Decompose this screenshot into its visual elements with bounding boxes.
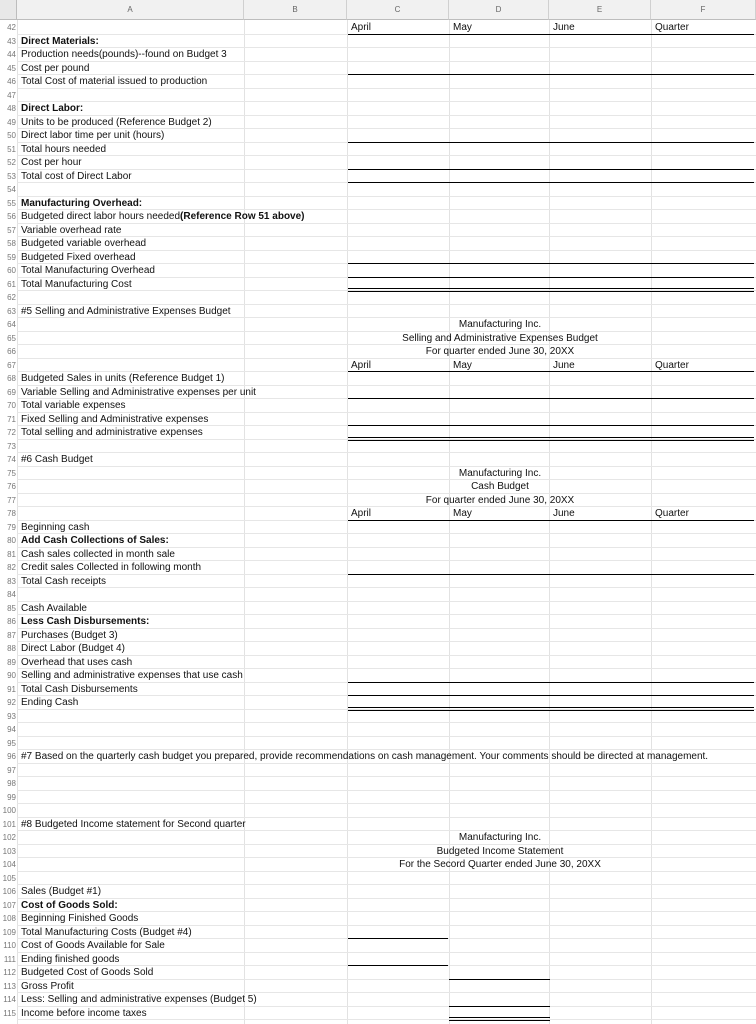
label-cell[interactable]: Cost per hour: [21, 157, 82, 168]
double-underline: [449, 1020, 550, 1021]
select-all-corner[interactable]: [0, 0, 17, 20]
row-number[interactable]: 108: [2, 914, 16, 923]
column-gridline: [549, 20, 550, 1024]
column-heading-c[interactable]: April: [351, 508, 372, 519]
single-underline: [348, 938, 448, 939]
double-underline: [348, 710, 754, 711]
row-number[interactable]: 103: [2, 846, 16, 856]
centered-heading-cell[interactable]: Budgeted Income Statement: [436, 845, 564, 857]
row-number[interactable]: 52: [7, 158, 16, 167]
centered-heading-cell[interactable]: Cash Budget: [471, 481, 529, 492]
row-number[interactable]: 84: [7, 590, 16, 599]
single-underline: [348, 182, 754, 183]
row-number[interactable]: 75: [7, 468, 16, 478]
row-number[interactable]: 102: [2, 833, 16, 842]
label-cell[interactable]: Total Manufacturing Costs (Budget #4): [21, 926, 192, 938]
row-number[interactable]: 60: [7, 266, 16, 275]
column-gridline: [244, 20, 245, 1024]
row-number[interactable]: 59: [7, 252, 16, 262]
row-number[interactable]: 61: [7, 279, 16, 289]
row-number[interactable]: 56: [7, 212, 16, 221]
label-cell[interactable]: Direct labor time per unit (hours): [21, 130, 165, 141]
single-underline: [348, 682, 754, 683]
label-cell[interactable]: Beginning cash: [21, 521, 90, 533]
row-gridline: [17, 101, 756, 102]
row-number[interactable]: 68: [7, 374, 16, 383]
label-cell[interactable]: Cost per pound: [21, 62, 90, 74]
row-number[interactable]: 57: [7, 225, 16, 235]
label-cell[interactable]: Budgeted direct labor hours needed: [21, 211, 181, 222]
row-number[interactable]: 43: [7, 36, 16, 46]
column-gridline: [651, 20, 652, 1024]
column-heading-e[interactable]: June: [553, 508, 575, 519]
centered-heading-cell[interactable]: For quarter ended June 30, 20XX: [425, 346, 575, 357]
row-number[interactable]: 111: [3, 954, 16, 964]
row-number[interactable]: 107: [2, 900, 16, 910]
label-cell[interactable]: Manufacturing Overhead:: [21, 197, 143, 209]
row-number[interactable]: 62: [7, 293, 16, 302]
label-cell[interactable]: #5 Selling and Administrative Expenses Budget: [21, 305, 231, 317]
row-number[interactable]: 94: [7, 725, 16, 734]
row-number[interactable]: 53: [7, 171, 16, 181]
row-number[interactable]: 105: [2, 873, 16, 883]
single-underline: [348, 574, 754, 575]
row-number[interactable]: 104: [2, 860, 16, 869]
centered-heading-cell[interactable]: For quarter ended June 30, 20XX: [425, 494, 575, 506]
single-underline: [348, 695, 754, 696]
row-number[interactable]: 88: [7, 644, 16, 653]
single-underline: [348, 34, 754, 35]
label-cell[interactable]: Variable Selling and Administrative expenses per unit: [21, 386, 256, 398]
label-cell[interactable]: Credit sales Collected in following month: [21, 562, 202, 573]
column-heading-c[interactable]: April: [351, 359, 372, 371]
label-cell[interactable]: Budgeted variable overhead: [21, 238, 147, 249]
label-cell[interactable]: Variable overhead rate: [21, 224, 122, 236]
row-number[interactable]: 55: [7, 198, 16, 208]
label-cell[interactable]: #8 Budgeted Income statement for Second quarter: [21, 818, 246, 830]
double-underline: [348, 440, 754, 441]
label-cell[interactable]: Total variable expenses: [21, 400, 126, 411]
row-number[interactable]: 114: [3, 995, 16, 1004]
row-gridline: [17, 803, 756, 804]
row-number[interactable]: 95: [7, 738, 16, 748]
single-underline: [449, 1006, 550, 1007]
column-heading-e[interactable]: June: [553, 22, 575, 33]
row-number[interactable]: 92: [7, 698, 16, 707]
label-cell[interactable]: Total selling and administrative expenses: [21, 427, 203, 438]
row-number[interactable]: 93: [7, 711, 16, 721]
column-gridline: [17, 20, 18, 1024]
row-number[interactable]: 106: [2, 887, 16, 896]
column-header-b[interactable]: B: [244, 0, 347, 20]
row-number[interactable]: 46: [7, 77, 16, 86]
row-number[interactable]: 115: [3, 1008, 16, 1018]
label-cell[interactable]: #7 Based on the quarterly cash budget you prepared, provide recommendations on cash management. Your comments should be directed at management.: [21, 751, 709, 762]
column-heading-d[interactable]: May: [453, 508, 472, 519]
double-underline: [348, 437, 754, 438]
row-number[interactable]: 69: [7, 387, 16, 397]
label-cell[interactable]: Beginning Finished Goods: [21, 913, 139, 924]
label-cell[interactable]: Total Cash receipts: [21, 575, 107, 587]
row-number[interactable]: 77: [7, 495, 16, 505]
column-heading-f[interactable]: Quarter: [655, 508, 689, 519]
row-gridline: [17, 776, 756, 777]
row-number[interactable]: 49: [7, 117, 16, 127]
column-heading-d[interactable]: May: [453, 22, 472, 33]
row-number[interactable]: 91: [7, 684, 16, 694]
row-number[interactable]: 76: [7, 482, 16, 491]
centered-heading-cell[interactable]: Manufacturing Inc.: [458, 467, 542, 479]
label-cell[interactable]: Ending Cash: [21, 697, 79, 708]
row-number[interactable]: 97: [7, 765, 16, 775]
label-cell[interactable]: Cost of Goods Sold:: [21, 899, 118, 911]
label-cell[interactable]: Total Manufacturing Overhead: [21, 265, 155, 276]
label-cell[interactable]: Selling and administrative expenses that use cash: [21, 670, 243, 681]
double-underline: [348, 707, 754, 708]
row-gridline: [17, 601, 756, 602]
column-header-e[interactable]: E: [549, 0, 651, 20]
column-heading-c[interactable]: April: [351, 22, 372, 33]
label-cell[interactable]: Overhead that uses cash: [21, 656, 133, 668]
column-gridline: [449, 20, 450, 1024]
row-number[interactable]: 100: [2, 806, 16, 815]
label-cell[interactable]: Less: Selling and administrative expenses (Budget 5): [21, 994, 257, 1005]
label-cell[interactable]: Add Cash Collections of Sales:: [21, 535, 169, 546]
row-number[interactable]: 99: [7, 792, 16, 802]
label-cell[interactable]: Gross Profit: [21, 980, 74, 992]
label-cell[interactable]: Sales (Budget #1): [21, 886, 102, 897]
centered-heading-cell[interactable]: Manufacturing Inc.: [458, 832, 542, 843]
single-underline: [348, 277, 754, 278]
single-underline: [348, 169, 754, 170]
row-number[interactable]: 98: [7, 779, 16, 788]
column-header-a[interactable]: A: [17, 0, 244, 20]
row-gridline: [17, 736, 756, 737]
row-number[interactable]: 71: [7, 414, 16, 424]
row-number[interactable]: 81: [7, 549, 16, 559]
row-number[interactable]: 89: [7, 657, 16, 667]
row-number[interactable]: 80: [7, 536, 16, 545]
row-number[interactable]: 112: [3, 968, 16, 977]
label-cell[interactable]: Total Cost of material issued to production: [21, 76, 208, 87]
label-cell[interactable]: Direct Materials:: [21, 35, 99, 47]
single-underline: [348, 425, 754, 426]
row-number[interactable]: 74: [7, 455, 16, 464]
centered-heading-cell[interactable]: For the Secord Quarter ended June 30, 20XX: [399, 859, 601, 870]
column-header-f[interactable]: F: [651, 0, 756, 20]
label-cell[interactable]: Production needs(pounds)--found on Budget 3: [21, 49, 227, 60]
label-cell[interactable]: Income before income taxes: [21, 1007, 147, 1019]
row-number[interactable]: 67: [7, 360, 16, 370]
single-underline: [348, 520, 754, 521]
row-number[interactable]: 47: [7, 90, 16, 100]
single-underline: [449, 979, 550, 980]
label-cell[interactable]: Direct Labor:: [21, 103, 84, 114]
row-number[interactable]: 64: [7, 320, 16, 329]
row-number[interactable]: 72: [7, 428, 16, 437]
label-cell[interactable]: Ending finished goods: [21, 953, 120, 965]
label-cell[interactable]: Purchases (Budget 3): [21, 629, 118, 641]
label-cell-emphasis[interactable]: (Reference Row 51 above): [180, 211, 305, 222]
row-number[interactable]: 101: [2, 819, 16, 829]
row-number[interactable]: 51: [7, 144, 16, 154]
row-gridline: [17, 587, 756, 588]
label-cell[interactable]: Cash Available: [21, 602, 87, 614]
column-heading-d[interactable]: May: [453, 359, 472, 371]
label-cell[interactable]: #6 Cash Budget: [21, 454, 93, 465]
row-number[interactable]: 63: [7, 306, 16, 316]
centered-heading-cell[interactable]: Selling and Administrative Expenses Budget: [402, 332, 598, 344]
row-gridline: [17, 898, 756, 899]
row-number[interactable]: 85: [7, 603, 16, 613]
row-number[interactable]: 96: [7, 752, 16, 761]
row-number[interactable]: 58: [7, 239, 16, 248]
centered-heading-cell[interactable]: Manufacturing Inc.: [458, 319, 542, 330]
row-number[interactable]: 90: [7, 671, 16, 680]
row-gridline: [17, 790, 756, 791]
label-cell[interactable]: Total Manufacturing Cost: [21, 278, 132, 290]
single-underline: [348, 142, 754, 143]
single-underline: [348, 965, 448, 966]
row-number[interactable]: 70: [7, 401, 16, 410]
column-heading-e[interactable]: June: [553, 359, 575, 371]
label-cell[interactable]: Direct Labor (Budget 4): [21, 643, 125, 654]
label-cell[interactable]: Units to be produced (Reference Budget 2): [21, 116, 212, 128]
label-cell[interactable]: Total Cash Disbursements: [21, 683, 138, 695]
row-number[interactable]: 83: [7, 576, 16, 586]
row-gridline: [17, 452, 756, 453]
column-header-d[interactable]: D: [449, 0, 549, 20]
row-gridline: [17, 884, 756, 885]
single-underline: [348, 74, 754, 75]
column-heading-f[interactable]: Quarter: [655, 359, 689, 371]
row-number[interactable]: 42: [7, 23, 16, 32]
column-gridline: [347, 20, 348, 1024]
column-header-c[interactable]: C: [347, 0, 449, 20]
row-number[interactable]: 54: [7, 185, 16, 194]
label-cell[interactable]: Cash sales collected in month sale: [21, 548, 175, 560]
label-cell[interactable]: Less Cash Disbursements:: [21, 616, 150, 627]
double-underline: [449, 1017, 550, 1018]
label-cell[interactable]: Total cost of Direct Labor: [21, 170, 132, 182]
row-number[interactable]: 113: [3, 981, 16, 991]
label-cell[interactable]: Budgeted Sales in units (Reference Budget 1): [21, 373, 225, 384]
row-number[interactable]: 78: [7, 509, 16, 518]
row-number[interactable]: 109: [2, 927, 16, 937]
row-number[interactable]: 45: [7, 63, 16, 73]
double-underline: [348, 291, 754, 292]
row-number[interactable]: 66: [7, 347, 16, 356]
label-cell[interactable]: Budgeted Fixed overhead: [21, 251, 136, 263]
row-gridline: [17, 155, 756, 156]
row-number[interactable]: 79: [7, 522, 16, 532]
row-number[interactable]: 48: [7, 104, 16, 113]
row-gridline: [17, 641, 756, 642]
double-underline: [348, 288, 754, 289]
label-cell[interactable]: Budgeted Cost of Goods Sold: [21, 967, 154, 978]
label-cell[interactable]: Total hours needed: [21, 143, 107, 155]
row-number[interactable]: 87: [7, 630, 16, 640]
column-heading-f[interactable]: Quarter: [655, 22, 689, 33]
row-number[interactable]: 50: [7, 131, 16, 140]
single-underline: [348, 371, 754, 372]
row-number[interactable]: 44: [7, 50, 16, 59]
row-number[interactable]: 73: [7, 441, 16, 451]
row-number[interactable]: 110: [3, 941, 16, 950]
label-cell[interactable]: Fixed Selling and Administrative expenses: [21, 413, 209, 425]
single-underline: [348, 263, 754, 264]
row-number[interactable]: 86: [7, 617, 16, 626]
row-gridline: [17, 722, 756, 723]
row-number[interactable]: 82: [7, 563, 16, 572]
single-underline: [348, 398, 754, 399]
label-cell[interactable]: Cost of Goods Available for Sale: [21, 940, 165, 951]
row-number[interactable]: 65: [7, 333, 16, 343]
